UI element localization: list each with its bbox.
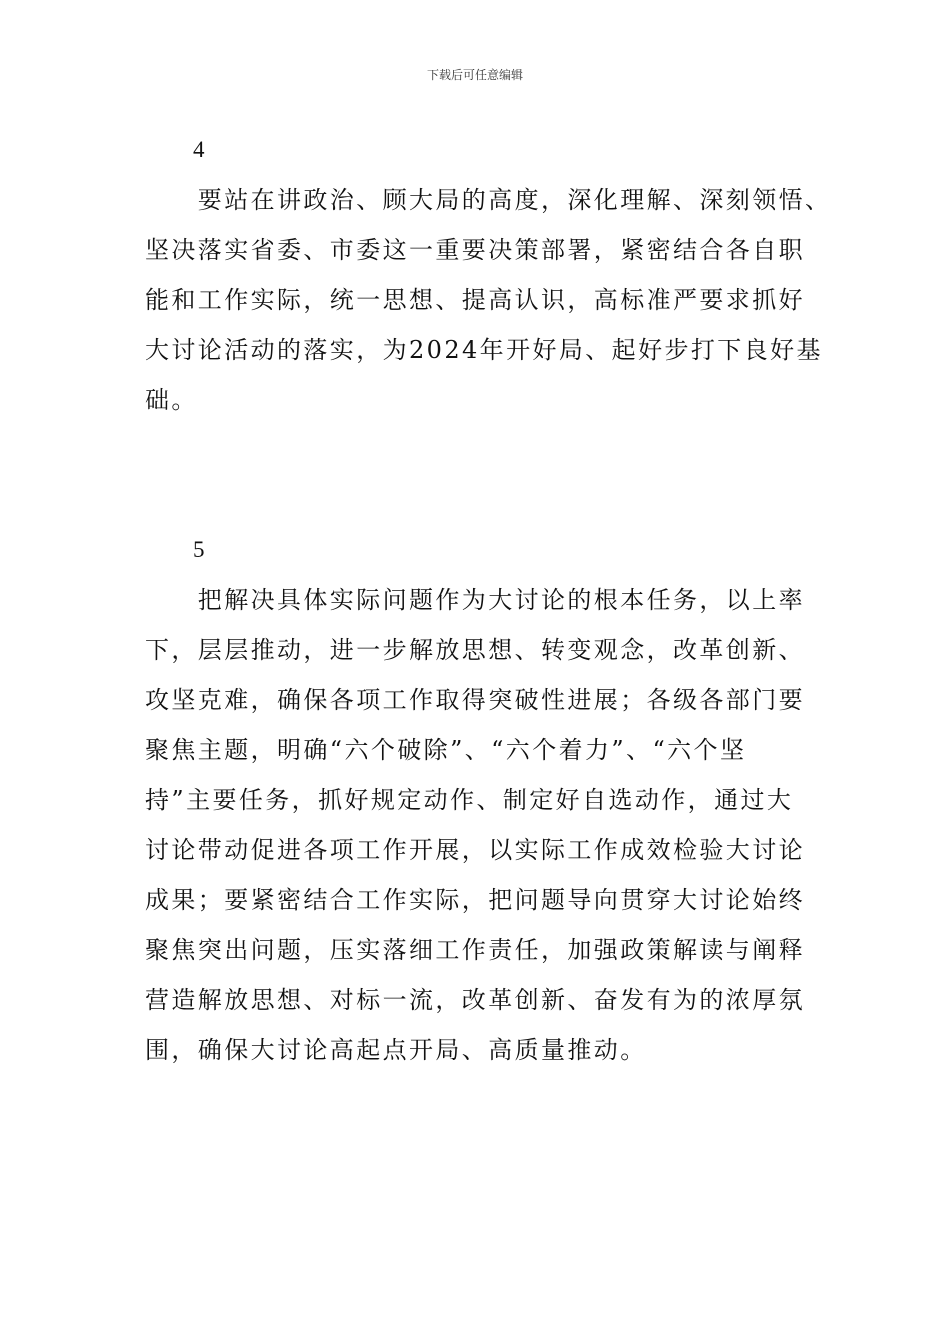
paragraph-line: 持”主要任务，抓好规定动作、制定好自选动作，通过大 xyxy=(145,786,794,814)
paragraph-line: 要站在讲政治、顾大局的高度，深化理解、深刻领悟、 xyxy=(145,186,832,214)
paragraph-line: 坚决落实省委、市委这一重要决策部署，紧密结合各自职 xyxy=(145,236,805,264)
paragraph-line: 础。 xyxy=(145,386,198,414)
section-number: 5 xyxy=(193,537,205,562)
paragraph-line: 成果；要紧密结合工作实际，把问题导向贯穿大讨论始终 xyxy=(145,886,805,914)
paragraph-line: 聚焦主题，明确“六个破除”、“六个着力”、“六个坚 xyxy=(145,736,747,764)
section-number: 4 xyxy=(193,137,205,162)
paragraph-line: 营造解放思想、对标一流，改革创新、奋发有为的浓厚氛 xyxy=(145,986,805,1014)
page-header-note: 下载后可任意编辑 xyxy=(426,68,523,82)
paragraph-line: 讨论带动促进各项工作开展，以实际工作成效检验大讨论 xyxy=(145,836,805,864)
paragraph-line: 大讨论活动的落实，为2024年开好局、起好步打下良好基 xyxy=(145,336,823,364)
paragraph-line: 把解决具体实际问题作为大讨论的根本任务，以上率 xyxy=(145,586,805,614)
paragraph-line: 下，层层推动，进一步解放思想、转变观念，改革创新、 xyxy=(145,636,805,664)
paragraph-line: 能和工作实际，统一思想、提高认识，高标准严要求抓好 xyxy=(145,286,805,314)
paragraph-line: 聚焦突出问题，压实落细工作责任，加强政策解读与阐释 xyxy=(145,936,805,964)
paragraph-line: 攻坚克难，确保各项工作取得突破性进展；各级各部门要 xyxy=(145,686,805,714)
paragraph-line: 围，确保大讨论高起点开局、高质量推动。 xyxy=(145,1036,647,1064)
